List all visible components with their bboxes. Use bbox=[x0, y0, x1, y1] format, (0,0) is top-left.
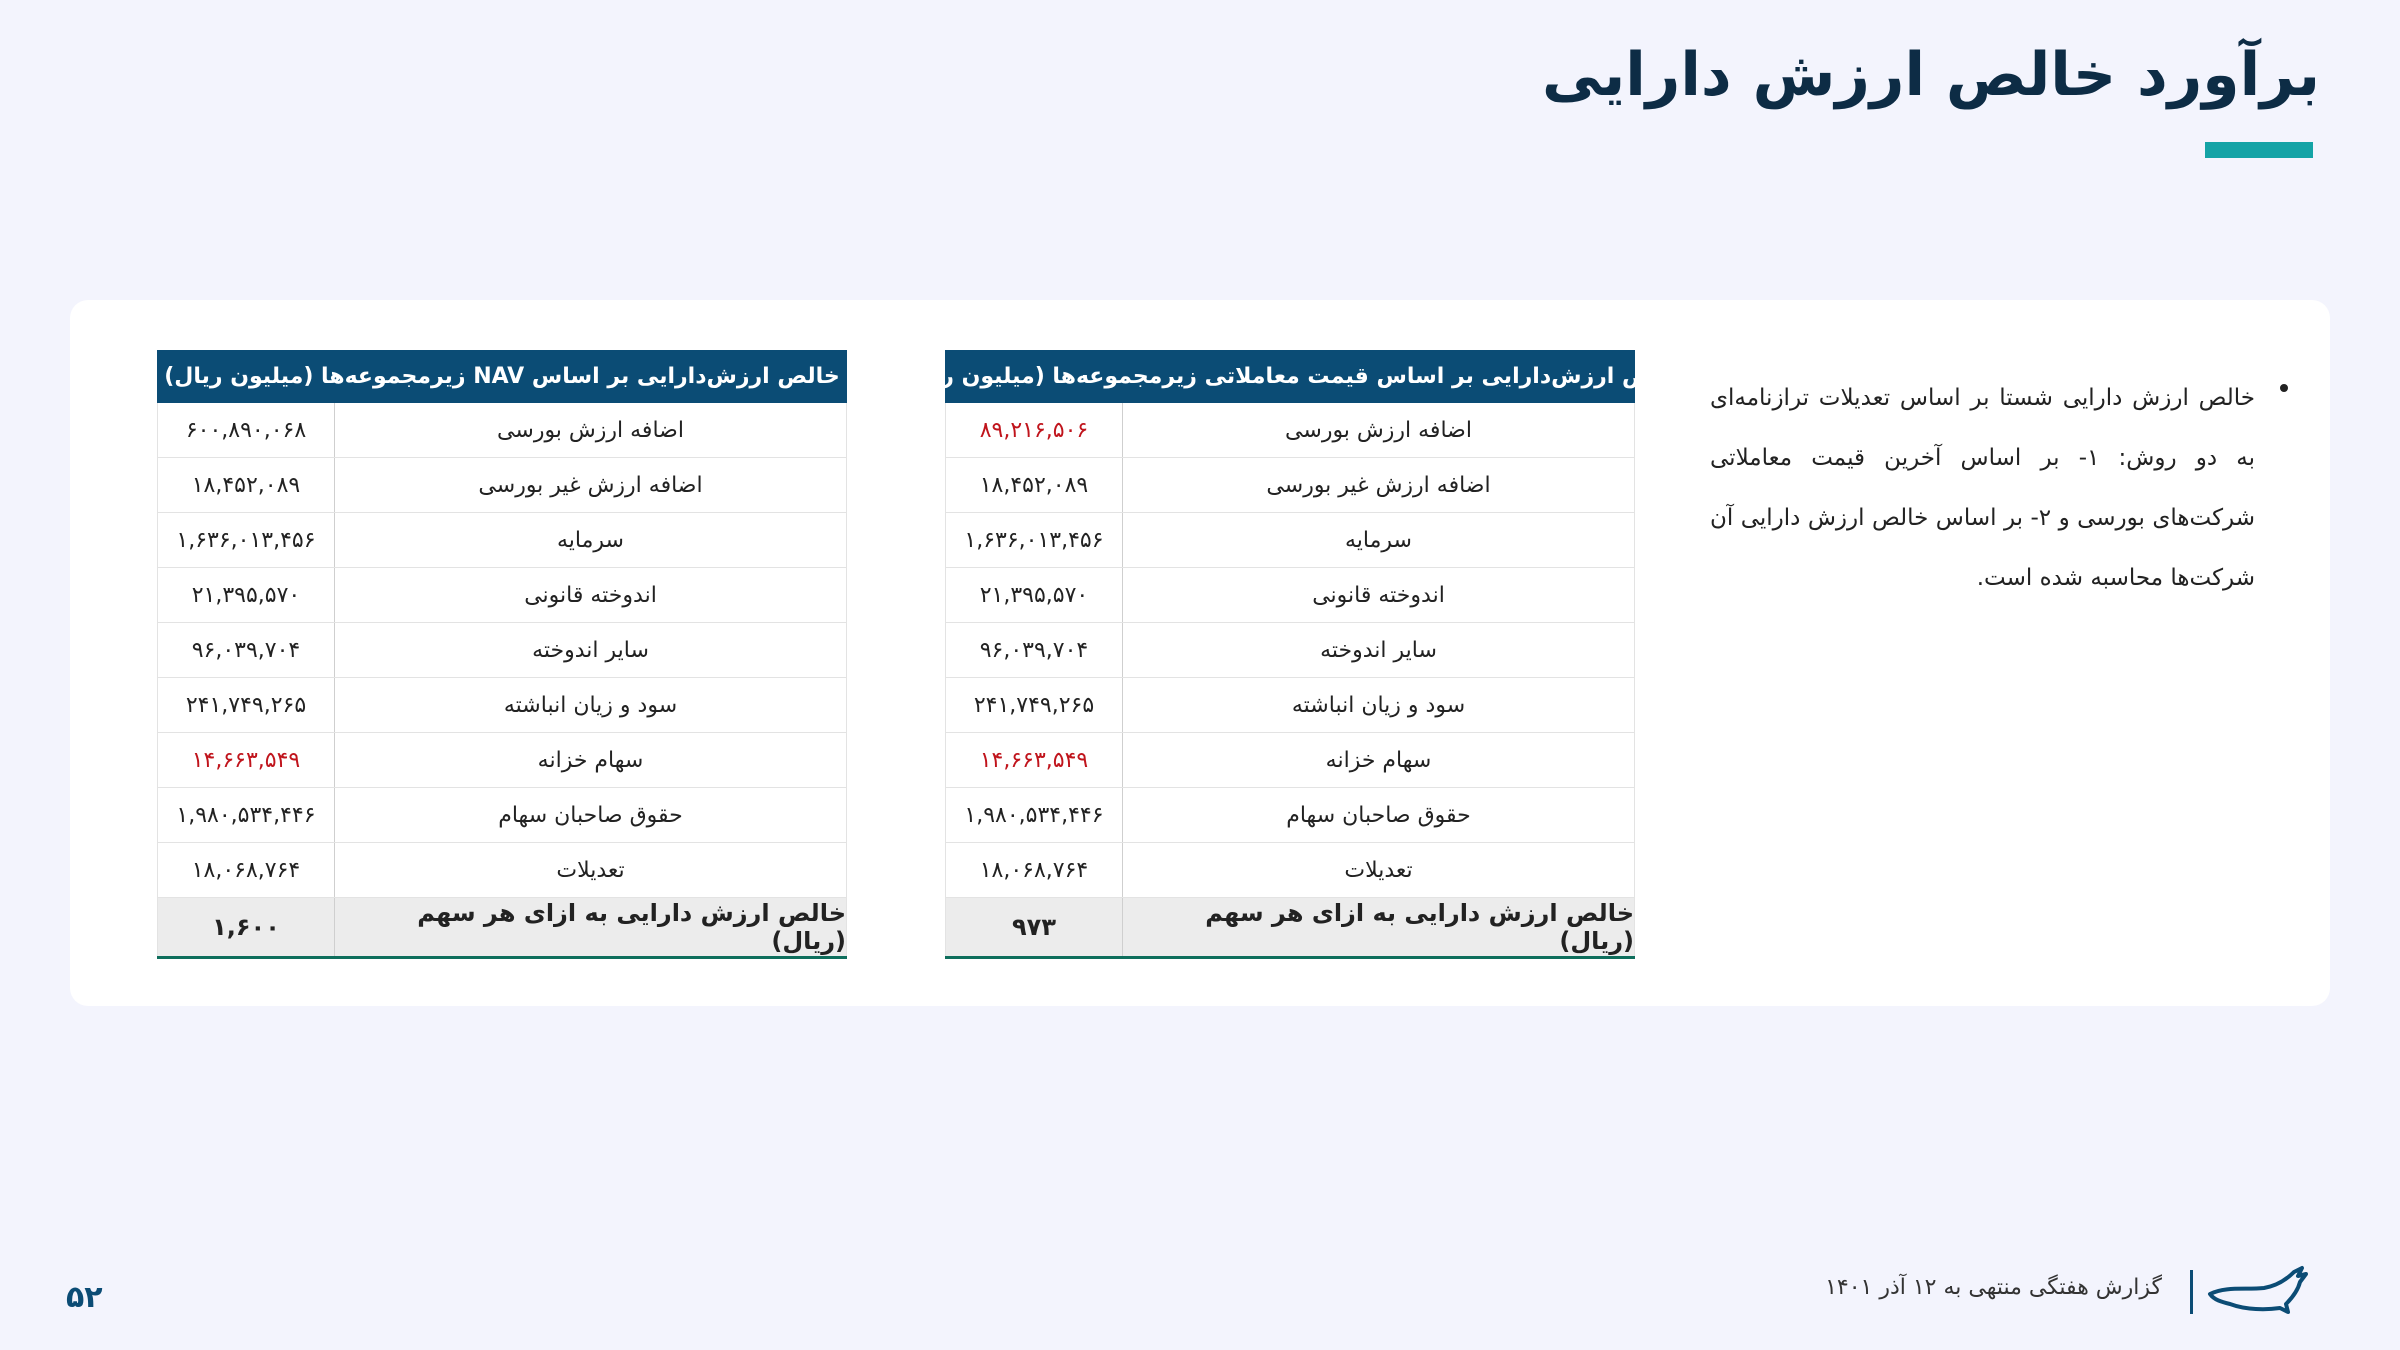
row-value: ۱۸,۴۵۲,۰۸۹ bbox=[157, 458, 334, 512]
row-value: ۲۴۱,۷۴۹,۲۶۵ bbox=[945, 678, 1122, 732]
table-row bbox=[157, 623, 847, 678]
row-value: ۱,۶۳۶,۰۱۳,۴۵۶ bbox=[945, 513, 1122, 567]
footer-report-title: گزارش هفتگی منتهی به ۱۲ آذر ۱۴۰۱ bbox=[1825, 1275, 2162, 1300]
row-label: سایر اندوخته bbox=[1122, 623, 1635, 677]
total-value: ۹۷۳ bbox=[945, 898, 1122, 956]
row-value: ۶۰۰,۸۹۰,۰۶۸ bbox=[157, 403, 334, 457]
row-label: تعدیلات bbox=[334, 843, 847, 897]
row-value: ۱۴,۶۶۳,۵۴۹ bbox=[945, 733, 1122, 787]
page-title: برآورد خالص ارزش دارایی bbox=[1541, 40, 2320, 110]
table-row bbox=[157, 678, 847, 733]
table-row bbox=[157, 568, 847, 623]
total-label: خالص ارزش دارایی به ازای هر سهم (ریال) bbox=[1122, 898, 1635, 956]
table-row bbox=[157, 733, 847, 788]
table-row bbox=[157, 458, 847, 513]
bullet-icon bbox=[2280, 384, 2288, 392]
nav-table bbox=[157, 350, 847, 959]
title-underline bbox=[2205, 142, 2313, 158]
footer-divider bbox=[2190, 1270, 2193, 1314]
row-value: ۱۸,۰۶۸,۷۶۴ bbox=[157, 843, 334, 897]
table-row bbox=[945, 678, 1635, 733]
row-value: ۸۹,۲۱۶,۵۰۶ bbox=[945, 403, 1122, 457]
table-total-row bbox=[157, 898, 847, 956]
row-label: سود و زیان انباشته bbox=[334, 678, 847, 732]
row-label: حقوق صاحبان سهام bbox=[334, 788, 847, 842]
total-label: خالص ارزش دارایی به ازای هر سهم (ریال) bbox=[334, 898, 847, 956]
row-label: اضافه ارزش بورسی bbox=[1122, 403, 1635, 457]
table-row bbox=[945, 623, 1635, 678]
row-value: ۹۶,۰۳۹,۷۰۴ bbox=[945, 623, 1122, 677]
row-label: سایر اندوخته bbox=[334, 623, 847, 677]
row-label: سرمایه bbox=[334, 513, 847, 567]
table-row bbox=[157, 513, 847, 568]
table-row bbox=[945, 843, 1635, 898]
row-value: ۱,۹۸۰,۵۳۴,۴۴۶ bbox=[945, 788, 1122, 842]
row-label: سود و زیان انباشته bbox=[1122, 678, 1635, 732]
table-header: خالص ارزش‌دارایی بر اساس NAV زیرمجموعه‌ها (میلیون ریال) bbox=[157, 350, 847, 403]
total-value: ۱,۶۰۰ bbox=[157, 898, 334, 956]
table-row bbox=[157, 843, 847, 898]
row-label: تعدیلات bbox=[1122, 843, 1635, 897]
row-value: ۱۸,۴۵۲,۰۸۹ bbox=[945, 458, 1122, 512]
row-label: سهام خزانه bbox=[1122, 733, 1635, 787]
bullet-text: خالص ارزش دارایی شستا بر اساس تعدیلات ترازنامه‌ای به دو روش: ۱- بر اساس آخرین قیمت معاملاتی شرکت‌های بورسی و ۲- بر اساس خالص ارزش دارایی آن شرکت‌ها محاسبه شده است. bbox=[1710, 385, 2255, 591]
row-value: ۱,۹۸۰,۵۳۴,۴۴۶ bbox=[157, 788, 334, 842]
page-number: ۵۲ bbox=[66, 1280, 103, 1315]
table-row bbox=[157, 403, 847, 458]
table-row bbox=[945, 788, 1635, 843]
row-label: اضافه ارزش بورسی bbox=[334, 403, 847, 457]
table-total-row bbox=[945, 898, 1635, 956]
row-value: ۱,۶۳۶,۰۱۳,۴۵۶ bbox=[157, 513, 334, 567]
market-price-table bbox=[895, 350, 1685, 959]
row-value: ۲۱,۳۹۵,۵۷۰ bbox=[945, 568, 1122, 622]
row-label: اضافه ارزش غیر بورسی bbox=[1122, 458, 1635, 512]
row-value: ۹۶,۰۳۹,۷۰۴ bbox=[157, 623, 334, 677]
row-value: ۱۸,۰۶۸,۷۶۴ bbox=[945, 843, 1122, 897]
table-row bbox=[945, 733, 1635, 788]
row-label: سرمایه bbox=[1122, 513, 1635, 567]
table-row bbox=[945, 403, 1635, 458]
row-label: حقوق صاحبان سهام bbox=[1122, 788, 1635, 842]
row-label: اندوخته قانونی bbox=[334, 568, 847, 622]
table-row bbox=[945, 458, 1635, 513]
table-row bbox=[945, 568, 1635, 623]
row-value: ۲۱,۳۹۵,۵۷۰ bbox=[157, 568, 334, 622]
row-label: اندوخته قانونی bbox=[1122, 568, 1635, 622]
row-value: ۲۴۱,۷۴۹,۲۶۵ bbox=[157, 678, 334, 732]
table-row bbox=[945, 513, 1635, 568]
table-row bbox=[157, 788, 847, 843]
row-label: اضافه ارزش غیر بورسی bbox=[334, 458, 847, 512]
table-header: خالص ارزش‌دارایی بر اساس قیمت معاملاتی زیرمجموعه‌ها (میلیون ریال) bbox=[945, 350, 1635, 403]
row-value: ۱۴,۶۶۳,۵۴۹ bbox=[157, 733, 334, 787]
bull-logo-icon bbox=[2206, 1264, 2312, 1318]
row-label: سهام خزانه bbox=[334, 733, 847, 787]
